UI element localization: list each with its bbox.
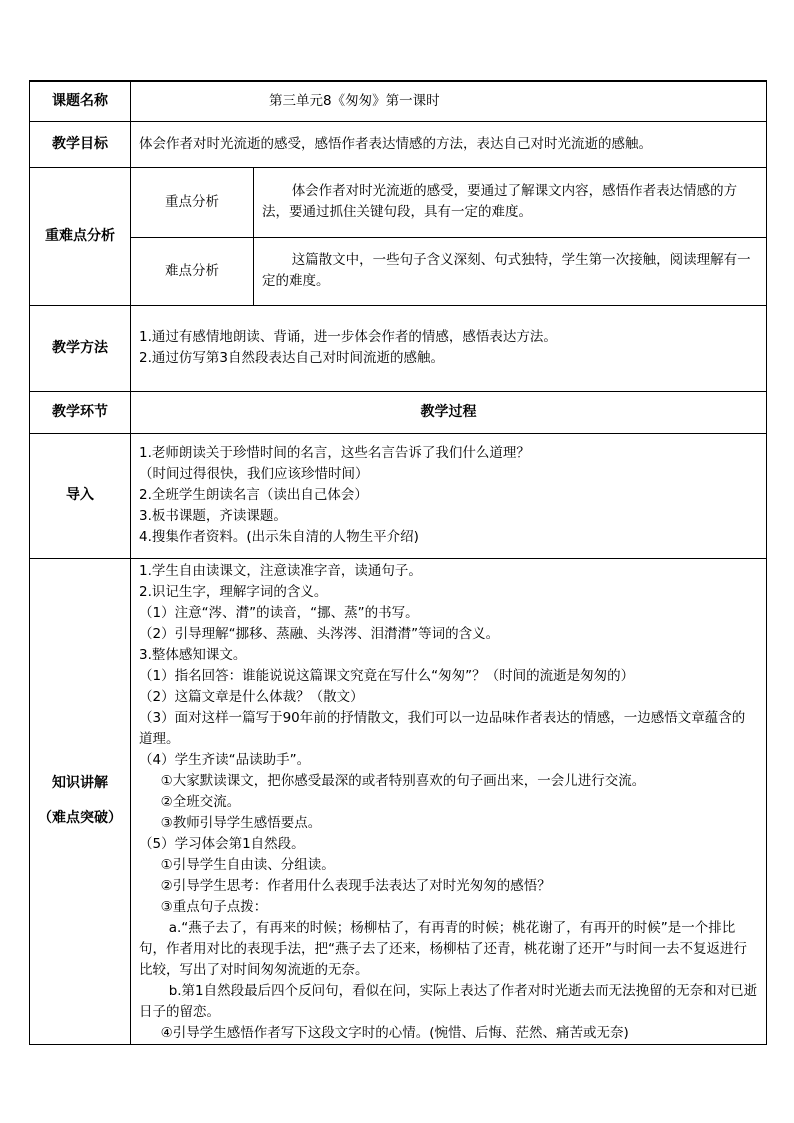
knowledge-line: b.第1自然段最后四个反问句，看似在问，实际上表达了作者对时光逝去而无法挽留的无奈和对已逝日子的留恋。 [139,982,758,1020]
knowledge-line: 1.学生自由读课文，注意读准字音，读通句子。 [139,562,422,579]
knowledge-sublabel: （难点突破） [38,810,122,826]
intro-line: （时间过得很快，我们应该珍惜时间） [139,466,369,482]
knowledge-line: ①引导学生自由读、分组读。 [160,856,335,873]
knowledge-line: （3）面对这样一篇写于90年前的抒情散文，我们可以一边品味作者表达的情感，一边感悟文章蕴含的道理。 [139,709,746,747]
intro-line: 3.板书课题，齐读课题。 [139,508,287,524]
knowledge-line: （2）这篇文章是什么体裁？（散文） [139,688,364,705]
knowledge-label-cell [30,558,131,1044]
knowledge-line: ①大家默读课文，把你感受最深的或者特别喜欢的句子画出来，一会儿进行交流。 [160,772,646,789]
intro-content [131,433,767,558]
goals-label: 教学目标 [30,121,131,167]
knowledge-line: 3.整体感知课文。 [139,646,247,663]
process-detail-header: 教学过程 [131,391,767,433]
intro-line: 2.全班学生朗读名言（读出自己体会） [139,487,368,503]
knowledge-line: （1）注意“涔、潸”的读音，“挪、蒸”的书写。 [139,604,419,621]
intro-line: 4.搜集作者资料。(出示朱自清的人物生平介绍) [139,529,419,545]
title-label: 课题名称 [30,81,131,121]
knowledge-line: ②引导学生思考：作者用什么表现手法表达了对时光匆匆的感悟？ [160,877,551,894]
knowledge-line: （4）学生齐读“品读助手”。 [139,751,311,768]
title-value: 第三单元8《匆匆》第一课时 [131,81,767,121]
goals-text: 体会作者对时光流逝的感受，感悟作者表达情感的方法，表达自己对时光流逝的感触。 [131,121,767,167]
knowledge-line: ②全班交流。 [160,793,241,810]
knowledge-content [131,558,767,1044]
key-point-text: 体会作者对时光流逝的感受，要通过了解课文内容，感悟作者表达情感的方法，要通过抓住关键句段，具有一定的难度。 [254,167,767,237]
difficult-point-text: 这篇散文中，一些句子含义深刻、句式独特，学生第一次接触，阅读理解有一定的难度。 [254,237,767,305]
methods-label: 教学方法 [30,305,131,391]
knowledge-line: 2.识记生字，理解字词的含义。 [139,583,328,600]
difficult-point-label: 难点分析 [131,237,254,305]
analysis-label: 重难点分析 [30,167,131,305]
knowledge-line: ③重点句子点拨： [160,898,268,915]
methods-list [131,305,767,391]
lesson-plan-table [29,80,767,1045]
knowledge-label: 知识讲解 [52,775,108,791]
process-stage-header: 教学环节 [30,391,131,433]
knowledge-line: （2）引导理解“挪移、蒸融、头涔涔、泪潸潸”等词的含义。 [139,625,500,642]
intro-line: 1.老师朗读关于珍惜时间的名言，这些名言告诉了我们什么道理？ [139,445,530,461]
key-point-label: 重点分析 [131,167,254,237]
knowledge-line: （5）学习体会第1自然段。 [139,835,305,852]
knowledge-line: a.“燕子去了，有再来的时候；杨柳枯了，有再青的时候；桃花谢了，有再开的时候”是一个排比句，作者用对比的表现手法，把“燕子去了还来，杨柳枯了还青，桃花谢了还开”与时间一去不复返进行比较，写出了对时间匆匆流逝的无奈。 [139,919,747,978]
knowledge-line: ③教师引导学生感悟要点。 [160,814,322,831]
knowledge-line: ④引导学生感悟作者写下这段文字时的心情。(惋惜、后悔、茫然、痛苦或无奈) [160,1024,629,1041]
methods-item: 2.通过仿写第3自然段表达自己对时间流逝的感触。 [139,350,444,366]
knowledge-line: （1）指名回答：谁能说说这篇课文究竟在写什么“匆匆”？（时间的流逝是匆匆的） [139,667,635,684]
methods-item: 1.通过有感情地朗读、背诵，进一步体会作者的情感，感悟表达方法。 [139,329,557,345]
intro-label: 导入 [30,433,131,558]
